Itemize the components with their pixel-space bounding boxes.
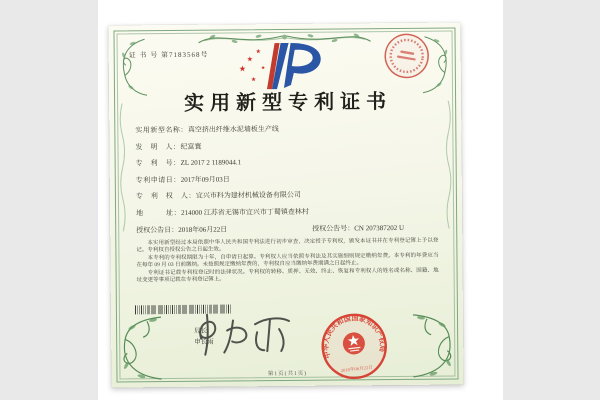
field-list (135, 123, 446, 225)
page-number: 第1页(共1页) (267, 370, 308, 378)
seal-date: 2018年06月22日 (340, 364, 374, 374)
grant-date: 授权公告日：2018年06月22日 (136, 225, 228, 235)
legal-text (136, 238, 438, 286)
grant-number: 授权公告号：CN 207387202 U (312, 223, 405, 233)
certificate-paper (108, 22, 463, 387)
svg-text:★: ★ (238, 64, 247, 74)
field-row-address: 地 址：214000 江苏省无锡市宜兴市丁蜀镇查林村 (136, 207, 309, 218)
agency-seal-icon (379, 28, 434, 83)
field-row-filing-date: 专利申请日：2017年09月03日 (135, 175, 230, 185)
certificate-title: 实用新型专利证书 (184, 91, 393, 115)
officer-role: 局长 (194, 327, 208, 335)
legal-paragraph: 本实用新型经过本局依照中华人民共和国专利法进行初步审查，决定授予专利权，颁发本证书并在专利登记簿上予以登记。专利权自授权公告之日起生效。 (136, 237, 439, 254)
legal-paragraph: 本专利的专利权期限为十年，自申请日起算。专利权人应当依照专利法及其实施细则规定缴纳年费。本专利的年费应当在每年 09 月 03 日前缴纳。未按照规定缴纳年费的，专利权自应当缴纳年费期满之日起终止。 (136, 252, 439, 269)
field-row-name: 实用新型名称：真空挤出纤维水泥墙板生产线 (135, 125, 279, 135)
legal-paragraph: 专利证书记载专利权登记时的法律状况。专利权的转移、质押、无效、终止、恢复和专利权人的姓名或名称、国籍、地址变更等事项记载在专利登记簿上。 (136, 267, 439, 284)
svg-text:★: ★ (255, 49, 262, 56)
svg-text:★: ★ (250, 77, 257, 84)
svg-text:★: ★ (260, 66, 266, 72)
officer-name: 申长雨 (194, 338, 214, 346)
field-row-patent-no: 专 利 号：ZL 2017 2 1189044.1 (135, 158, 242, 168)
certificate-photo (98, 0, 503, 400)
signature-icon (191, 310, 301, 357)
certificate-number: 证 书 号 第7183568号 (128, 50, 209, 60)
grant-row (136, 223, 448, 236)
field-row-patentee: 专 利 权 人：宜兴市科为建材机械设备有限公司 (135, 191, 301, 201)
side-vine-left-icon (118, 103, 127, 233)
field-row-inventor: 发 明 人：纪富寰 (135, 142, 202, 151)
svg-text:★: ★ (246, 55, 254, 64)
seal-ring-text: 中华人民共和国国家知识产权局 (322, 314, 387, 360)
